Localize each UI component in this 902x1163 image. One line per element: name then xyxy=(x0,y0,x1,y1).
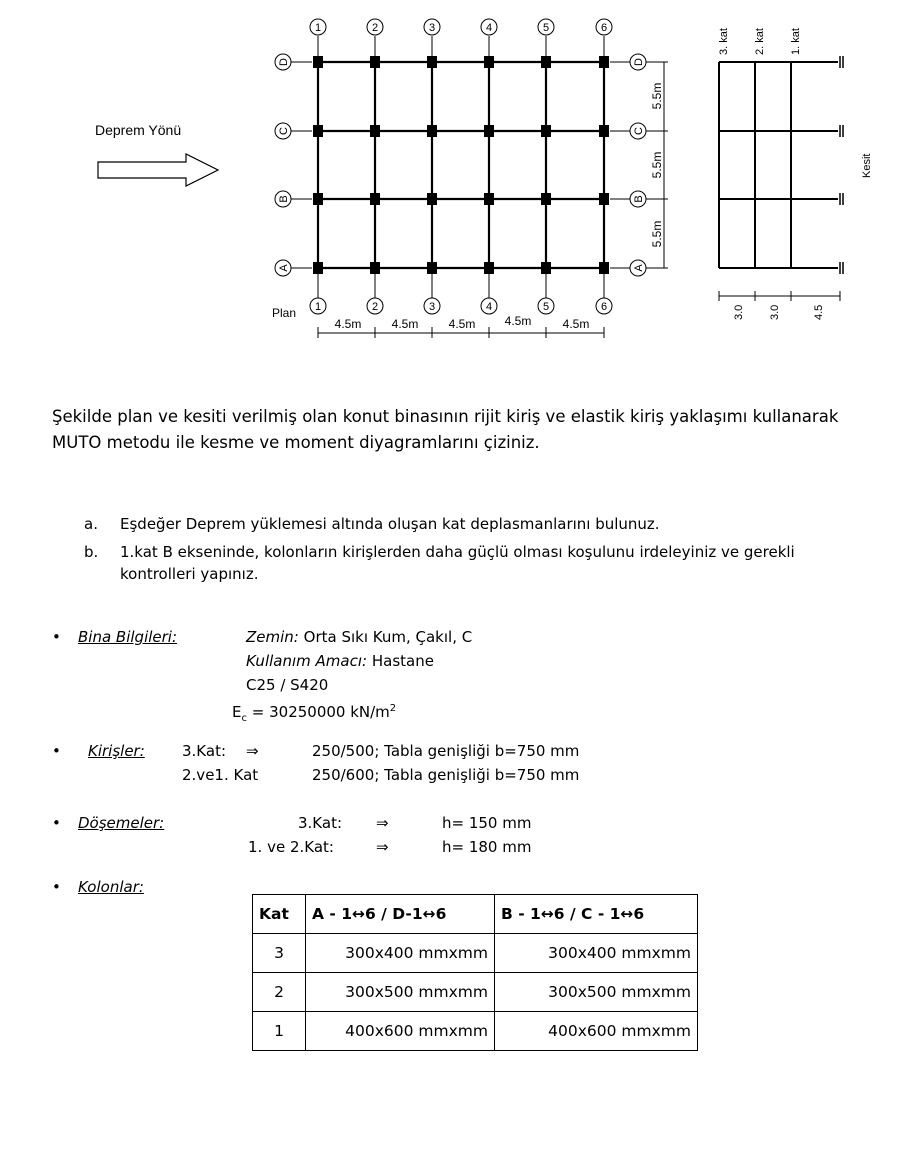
column-square xyxy=(484,262,494,274)
axis-label-5-bottom: 5 xyxy=(542,301,550,313)
zemin-row xyxy=(246,626,472,648)
ec-sub: c xyxy=(241,713,247,724)
column-square xyxy=(370,193,380,205)
bullet-icon: • xyxy=(52,878,61,896)
section-label: Kesit xyxy=(861,153,873,178)
axis-label-A-left: A xyxy=(278,264,290,272)
column-square xyxy=(427,262,437,274)
zemin-label: Zemin: xyxy=(246,628,299,646)
column-square xyxy=(599,125,609,137)
column-square xyxy=(541,193,551,205)
direction-arrow-icon xyxy=(98,154,218,186)
column-square xyxy=(313,193,323,205)
axis-label-B-right: B xyxy=(633,195,645,203)
storey-label-2: 2. kat xyxy=(754,28,766,55)
x-span-2: 4.5m xyxy=(391,317,419,331)
x-span-4: 4.5m xyxy=(504,314,532,328)
section-supports xyxy=(840,56,843,274)
x-span-3: 4.5m xyxy=(448,317,476,331)
table-cell: 300x500 mmxmm xyxy=(306,973,495,1012)
table-cell: 2 xyxy=(253,973,306,1012)
plan-label: Plan xyxy=(272,306,297,320)
kirisler-title: Kirişler: xyxy=(88,742,145,760)
axis-label-2-bottom: 2 xyxy=(371,301,379,313)
kullanim-row xyxy=(246,650,434,672)
problem-line-2: MUTO metodu ile kesme ve moment diyagramlarını çiziniz. xyxy=(52,433,540,452)
bullet-icon: • xyxy=(52,814,61,832)
column-square xyxy=(427,125,437,137)
problem-statement xyxy=(52,404,902,456)
top-axis-leaders xyxy=(318,36,604,298)
axis-label-3-bottom: 3 xyxy=(428,301,436,313)
table-header-ad: A - 1↔6 / D-1↔6 xyxy=(306,895,495,934)
dosemeler-row1-arrow: ⇒ xyxy=(376,814,389,832)
axis-label-4-top: 4 xyxy=(485,22,493,34)
bina-title: Bina Bilgileri: xyxy=(78,628,178,646)
table-cell: 300x400 mmxmm xyxy=(306,934,495,973)
y-span-2: 5.5m xyxy=(650,151,664,179)
column-square xyxy=(599,193,609,205)
column-square xyxy=(541,56,551,68)
axis-label-2-top: 2 xyxy=(371,22,379,34)
column-square xyxy=(599,56,609,68)
column-square xyxy=(313,56,323,68)
axis-label-D-left: D xyxy=(278,58,290,66)
column-square xyxy=(484,193,494,205)
table-row xyxy=(253,1012,698,1051)
axis-label-3-top: 3 xyxy=(428,22,436,34)
column-square xyxy=(427,193,437,205)
zemin-value: Orta Sıkı Kum, Çakıl, C xyxy=(303,628,473,646)
question-a-text: Eşdeğer Deprem yüklemesi altında oluşan kat deplasmanlarını bulunuz. xyxy=(120,515,660,533)
dosemeler-row1-kat: 3.Kat: xyxy=(298,814,343,832)
column-square xyxy=(313,262,323,274)
question-b-text-2: kontrolleri yapınız. xyxy=(120,565,259,583)
x-span-5: 4.5m xyxy=(562,317,590,331)
dosemeler-row2-kat: 1. ve 2.Kat: xyxy=(248,838,334,856)
problem-line-1: Şekilde plan ve kesiti verilmiş olan konut binasının rijit kiriş ve elastik kiriş yaklaşımı kullanarak xyxy=(52,407,839,426)
y-span-1: 5.5m xyxy=(650,82,664,110)
column-square xyxy=(427,56,437,68)
dosemeler-title: Döşemeler: xyxy=(78,814,165,832)
table-cell: 300x500 mmxmm xyxy=(495,973,698,1012)
ec-sup: 2 xyxy=(389,703,397,714)
table-header-bc: B - 1↔6 / C - 1↔6 xyxy=(495,895,698,934)
material: C25 / S420 xyxy=(246,676,329,694)
axis-label-6-bottom: 6 xyxy=(600,301,608,313)
column-square xyxy=(599,262,609,274)
bullet-icon: • xyxy=(52,628,61,646)
side-axis-circles xyxy=(275,54,646,276)
column-square xyxy=(313,125,323,137)
question-b-marker: b. xyxy=(84,543,99,561)
axis-label-C-left: C xyxy=(278,127,290,135)
ec-value: = 30250000 kN/m xyxy=(251,703,390,721)
dosemeler-row2-arrow: ⇒ xyxy=(376,838,389,856)
ec-row xyxy=(232,698,396,730)
kirisler-row2-kat: 2.ve1. Kat xyxy=(182,766,259,784)
column-square xyxy=(370,56,380,68)
ec-prefix: E xyxy=(232,703,242,721)
column-table xyxy=(252,894,698,1051)
axis-label-C-right: C xyxy=(633,127,645,135)
plan-grid xyxy=(318,62,604,268)
dosemeler-row1-value: h= 150 mm xyxy=(442,814,532,832)
x-span-1: 4.5m xyxy=(334,317,362,331)
dosemeler-row2-value: h= 180 mm xyxy=(442,838,532,856)
storey-label-1: 1. kat xyxy=(790,28,802,55)
axis-label-A-right: A xyxy=(633,264,645,272)
section-dimension-line xyxy=(719,291,840,301)
table-header-kat: Kat xyxy=(253,895,306,934)
kullanim-label: Kullanım Amacı: xyxy=(246,652,368,670)
storey-height-1: 4.5 xyxy=(813,304,825,320)
top-axis-circles xyxy=(310,19,612,314)
structural-figure xyxy=(0,0,902,350)
axis-label-1-top: 1 xyxy=(314,22,322,34)
y-span-3: 5.5m xyxy=(650,220,664,248)
table-cell: 1 xyxy=(253,1012,306,1051)
column-square xyxy=(484,56,494,68)
table-cell: 400x600 mmxmm xyxy=(495,1012,698,1051)
kirisler-row2-value: 250/600; Tabla genişliği b=750 mm xyxy=(312,766,580,784)
kirisler-row1-value: 250/500; Tabla genişliği b=750 mm xyxy=(312,742,580,760)
axis-label-4-bottom: 4 xyxy=(485,301,493,313)
table-cell: 300x400 mmxmm xyxy=(495,934,698,973)
storey-height-3: 3.0 xyxy=(733,304,745,320)
plan-columns xyxy=(313,56,609,274)
kirisler-row1-kat: 3.Kat: xyxy=(182,742,227,760)
question-a-marker: a. xyxy=(84,515,98,533)
kolonlar-title: Kolonlar: xyxy=(78,878,144,896)
storey-label-3: 3. kat xyxy=(718,28,730,55)
side-axis-leaders xyxy=(291,62,668,268)
axis-label-D-right: D xyxy=(633,58,645,66)
axis-label-5-top: 5 xyxy=(542,22,550,34)
table-header-row xyxy=(253,895,698,934)
table-row xyxy=(253,934,698,973)
table-cell: 400x600 mmxmm xyxy=(306,1012,495,1051)
kirisler-row1-arrow: ⇒ xyxy=(246,742,259,760)
storey-height-2: 3.0 xyxy=(769,304,781,320)
column-square xyxy=(541,125,551,137)
table-row xyxy=(253,973,698,1012)
question-b-text-1: 1.kat B ekseninde, kolonların kirişlerden daha güçlü olması koşulunu irdeleyiniz ve gerekli xyxy=(120,543,795,561)
bullet-icon: • xyxy=(52,742,61,760)
kullanim-value: Hastane xyxy=(371,652,434,670)
column-square xyxy=(370,262,380,274)
direction-label: Deprem Yönü xyxy=(95,122,182,138)
section-frame xyxy=(719,62,838,268)
column-square xyxy=(484,125,494,137)
table-cell: 3 xyxy=(253,934,306,973)
column-square xyxy=(370,125,380,137)
axis-label-B-left: B xyxy=(278,195,290,203)
axis-label-1-bottom: 1 xyxy=(314,301,322,313)
column-square xyxy=(541,262,551,274)
axis-label-6-top: 6 xyxy=(600,22,608,34)
